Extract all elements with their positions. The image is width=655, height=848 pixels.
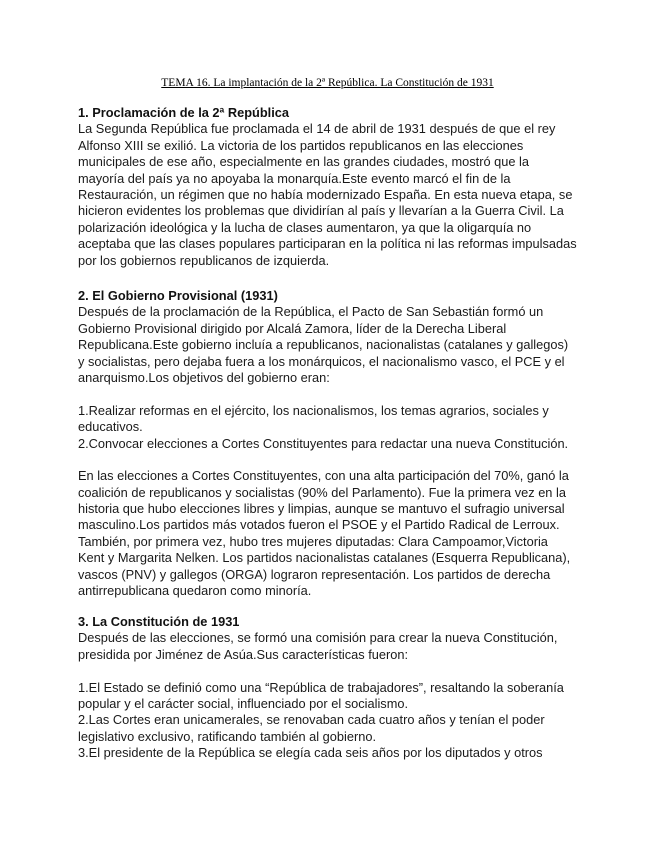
section-heading: 2. El Gobierno Provisional (1931) [78, 288, 278, 303]
section-gobierno-provisional [78, 288, 570, 599]
paragraph [78, 121, 577, 269]
list-item-line: 1.Realizar reformas en el ejército, los nacionalismos, los temas agrarios, sociales y [78, 402, 549, 418]
section-proclamacion [78, 105, 577, 269]
text-line: Kent y Margarita Nelken. Los partidos nacionalistas catalanes (Esquerra Republicana), [78, 550, 571, 566]
paragraph-objectives-list [78, 403, 570, 452]
text-line: hicieron evidentes los problemas que dividirían al país y llevarían a la Guerra Civil. La [78, 203, 564, 219]
text-line: Restauración, un régimen que no había modernizado España. En esta nueva etapa, se [78, 186, 573, 202]
text-line: Gobierno Provisional dirigido por Alcalá Zamora, líder de la Derecha Liberal [78, 320, 507, 336]
text-line: masculino.Los partidos más votados fueron el PSOE y el Partido Radical de Lerroux. [78, 517, 560, 533]
text-line: aceptaba que las clases populares participaran en la política ni las reformas impulsadas [78, 236, 577, 252]
paragraph [78, 468, 570, 599]
section-heading: 1. Proclamación de la 2ª República [78, 105, 289, 120]
text-line: En las elecciones a Cortes Constituyentes, con una alta participación del 70%, ganó la [78, 468, 569, 484]
section-heading: 3. La Constitución de 1931 [78, 614, 240, 629]
document-title [0, 75, 655, 91]
text-line: Después de la proclamación de la República, el Pacto de San Sebastián formó un [78, 304, 544, 320]
text-line: Republicana.Este gobierno incluía a republicanos, nacionalistas (catalanes y gallegos) [78, 337, 569, 353]
text-line: historia que hubo elecciones libres y limpias, aunque se mantuvo el sufragio universal [78, 501, 565, 517]
text-line: presidida por Jiménez de Asúa.Sus características fueron: [78, 646, 409, 662]
paragraph [78, 304, 570, 386]
list-item-line: 2.Las Cortes eran unicamerales, se renovaban cada cuatro años y tenían el poder [78, 712, 545, 728]
list-item-line: legislativo exclusivo, ratificando también al gobierno. [78, 728, 377, 744]
text-line: por los gobiernos republicanos de izquierda. [78, 252, 330, 268]
list-item-line: 2.Convocar elecciones a Cortes Constituyentes para redactar una nueva Constitución. [78, 435, 569, 451]
list-item-line: 3.El presidente de la República se elegía cada seis años por los diputados y otros [78, 745, 543, 761]
text-line: antirrepublicana quedaron como minoría. [78, 583, 312, 599]
text-line: También, por primera vez, hubo tres mujeres diputadas: Clara Campoamor,Victoria [78, 533, 548, 549]
text-line: municipales de ese año, especialmente en las grandes ciudades, mostró que la [78, 154, 530, 170]
list-item-line: educativos. [78, 419, 143, 435]
text-line: coalición de republicanos y socialistas (90% del Parlamento). Fue la primera vez en la [78, 484, 566, 500]
text-line: polarización ideológica y la lucha de clases aumentaron, ya que la oligarquía no [78, 219, 532, 235]
text-line: vascos (PNV) y gallegos (ORGA) lograron representación. Los partidos de derecha [78, 566, 551, 582]
text-line: mayoría del país ya no apoyaba la monarquía.Este evento marcó el fin de la [78, 170, 511, 186]
document-title-text: TEMA 16. La implantación de la 2ª República. La Constitución de 1931 [161, 77, 494, 89]
text-line: y socialistas, pero dejaba fuera a los monárquicos, el nacionalismo vasco, el PCE y el [78, 353, 565, 369]
text-line: anarquismo.Los objetivos del gobierno eran: [78, 369, 330, 385]
list-item-line: 1.El Estado se definió como una “República de trabajadores”, resaltando la soberanía [78, 679, 564, 695]
paragraph [78, 630, 564, 663]
list-item-line: popular y el carácter social, influenciado por el socialismo. [78, 695, 409, 711]
paragraph-characteristics-list [78, 680, 564, 762]
text-line: Alfonso XIII se exilió. La victoria de los partidos republicanos en las elecciones [78, 137, 524, 153]
text-line: La Segunda República fue proclamada el 14 de abril de 1931 después de que el rey [78, 121, 556, 137]
text-line: Después de las elecciones, se formó una comisión para crear la nueva Constitución, [78, 630, 558, 646]
section-constitucion [78, 614, 564, 762]
